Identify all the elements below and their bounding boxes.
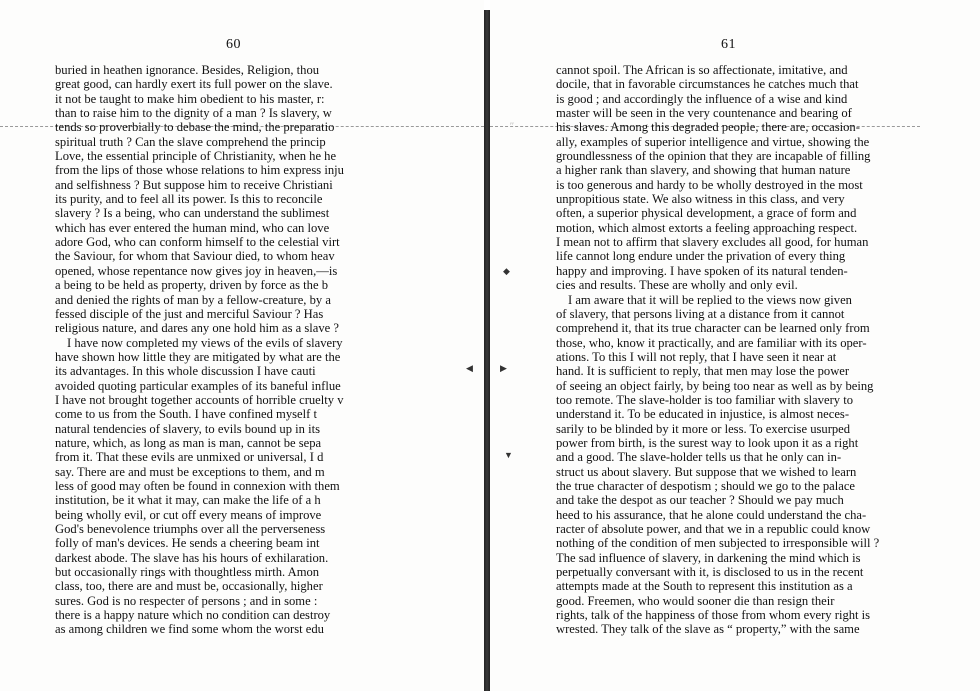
text-line: avoided quoting particular examples of its baneful influe [55,378,341,393]
text-line: docile, that in favorable circumstances he catches much that [556,77,859,92]
text-line: cies and results. These are wholly and only evil. [556,278,798,293]
text-line: is too generous and hardy to be wholly destroyed in the most [556,177,863,192]
text-line: ations. To this I will not reply, that I have seen it near at [556,349,837,364]
text-line: than to raise him to the dignity of a man ? Is slavery, w [55,106,332,121]
text-line: slavery ? Is a being, who can understand the sublimest [55,206,330,221]
down-arrow-mark-icon: ▼ [504,450,513,460]
text-line: motion, which almost extorts a feeling approaching respect. [556,220,858,235]
text-line: hand. It is sufficient to reply, that men may lose the power [556,364,850,379]
text-line: and denied the rights of man by a fellow-creature, by a [55,292,331,307]
text-line: often, a superior physical development, a grace of form and [556,206,857,221]
text-line: I mean not to affirm that slavery excludes all good, for human [556,235,869,250]
text-line: as among children we find some whom the worst edu [55,622,324,637]
text-line: fessed disciple of the just and merciful Saviour ? Has [55,306,324,321]
text-line: the Saviour, for whom that Saviour died, to whom heav [55,249,335,264]
text-line: buried in heathen ignorance. Besides, Religion, thou [55,63,320,77]
text-line: the true character of despotism ; should we go to the palace [556,478,855,493]
text-line: from it. That these evils are unmixed or universal, I d [55,450,324,465]
text-line: too remote. The slave-holder is too familiar with slavery to [556,392,854,407]
text-line: and take the despot as our teacher ? Should we pay much [556,493,844,508]
text-line: come to us from the South. I have confined myself t [55,407,317,422]
right-page-text [556,63,980,637]
text-line: religious nature, and dares any one hold him as a slave ? [55,321,339,336]
left-arrow-mark-icon: ◀ [466,363,473,373]
text-line: but occasionally rings with thoughtless mirth. Amon [55,565,320,580]
text-line: is good ; and accordingly the influence of a wise and kind [556,91,848,106]
text-line: Love, the essential principle of Christianity, when he he [55,149,337,164]
text-line: spiritual truth ? Can the slave comprehend the princip [55,134,326,149]
right-arrow-mark-icon: ▶ [500,363,507,373]
text-line: of slavery, that persons living at a distance from it cannot [556,306,845,321]
text-line: life cannot long endure under the privation of every thing [556,249,846,264]
text-line: struct us about slavery. But suppose that we wished to learn [556,464,857,479]
diamond-mark-icon: ◆ [503,266,510,276]
text-line: I am aware that it will be replied to the views now given [568,292,852,307]
left-page-text [55,63,475,637]
text-line: being wholly evil, or cut off every means of improve [55,507,322,522]
text-line: happy and improving. I have spoken of its natural tenden- [556,263,848,278]
text-line: class, too, there are and must be, occasionally, higher [55,579,323,594]
text-line: those, who, know it practically, and are familiar with its oper- [556,335,867,350]
text-line: his slaves. Among this degraded people, there are, occasion- [556,120,860,135]
text-line: a higher rank than slavery, and showing that human nature [556,163,851,178]
left-page [0,0,484,691]
text-line: tends so proverbially to debase the mind, the preparatio [55,120,335,135]
text-line: folly of man's devices. He sends a cheering beam int [55,536,320,551]
text-line: adore God, who can conform himself to the celestial virt [55,235,340,250]
text-line: sures. God is no respecter of persons ; and in some : [55,593,318,608]
text-line: groundlessness of the opinion that they are incapable of filling [556,149,871,164]
text-line: I have now completed my views of the evils of slavery [67,335,343,350]
right-page [466,0,980,691]
text-line: perpetually conversant with it, is disclosed to us in the recent [556,565,864,580]
text-line: its purity, and to feel all its power. Is this to reconcile [55,192,323,207]
text-line: ally, examples of superior intelligence and virtue, showing the [556,134,870,149]
page-number-right: 61 [721,37,736,52]
text-line: there is a happy nature which no condition can destroy [55,608,331,623]
text-line: wrested. They talk of the slave as “ property,” with the same [556,622,860,637]
gutter-tick-mark: ′′ [510,121,514,131]
text-line: comprehend it, that its true character can be learned only from [556,321,870,336]
text-line: nothing of the condition of men subjected to irresponsible will ? [556,536,880,551]
text-line: God's benevolence triumphs over all the perverseness [55,522,326,536]
text-line: unpropitious state. We also witness in this class, and very [556,192,845,207]
text-line: rights, talk of the happiness of those from whom every right is [556,608,871,623]
text-line: its advantages. In this whole discussion I have cauti [55,364,316,379]
text-line: master will be seen in the very countenance and bearing of [556,106,852,121]
text-line: it not be taught to make him obedient to his master, r: [55,91,325,106]
text-line: opened, whose repentance now gives joy in heaven,—is [55,263,338,278]
text-line: which has ever entered the human mind, who can love [55,220,330,235]
text-line: I have not brought together accounts of horrible cruelty v [55,392,344,407]
text-line: good. Freemen, who would sooner die than resign their [556,593,835,608]
text-line: attempts made at the South to represent this institution as a [556,579,853,594]
text-line: and a good. The slave-holder tells us that he only can in- [556,450,842,465]
text-line: nature, which, as long as man is man, cannot be sepa [55,435,322,450]
text-line: from the lips of those whose relations to him express inju [55,163,344,178]
text-line: power from birth, is the surest way to look upon it as a right [556,435,859,450]
page-number-left: 60 [226,37,241,52]
text-line: less of good may often be found in connexion with them [55,478,340,493]
text-line: a being to be held as property, driven by force as the b [55,278,329,293]
text-line: racter of absolute power, and that we in a republic could know [556,522,871,536]
text-line: The sad influence of slavery, in darkening the mind which is [556,550,861,565]
text-line: darkest abode. The slave has his hours of exhilaration. [55,550,329,565]
text-line: sarily to be blinded by it more or less. To exercise usurped [556,421,851,436]
text-line: have shown how little they are mitigated by what are the [55,349,341,364]
text-line: understand it. To be educated in injustice, is almost neces- [556,407,850,422]
text-line: cannot spoil. The African is so affectionate, imitative, and [556,63,848,77]
text-line: of seeing an object fairly, by being too near as well as by being [556,378,874,393]
text-line: great good, can hardly exert its full power on the slave. [55,77,333,92]
text-line: natural tendencies of slavery, to evils bound up in its [55,421,320,436]
text-line: institution, be it what it may, can make the life of a h [55,493,321,508]
text-line: say. There are and must be exceptions to them, and m [55,464,325,479]
text-line: heed to his assurance, that he alone could understand the cha- [556,507,867,522]
text-line: and selfishness ? But suppose him to receive Christiani [55,177,333,192]
